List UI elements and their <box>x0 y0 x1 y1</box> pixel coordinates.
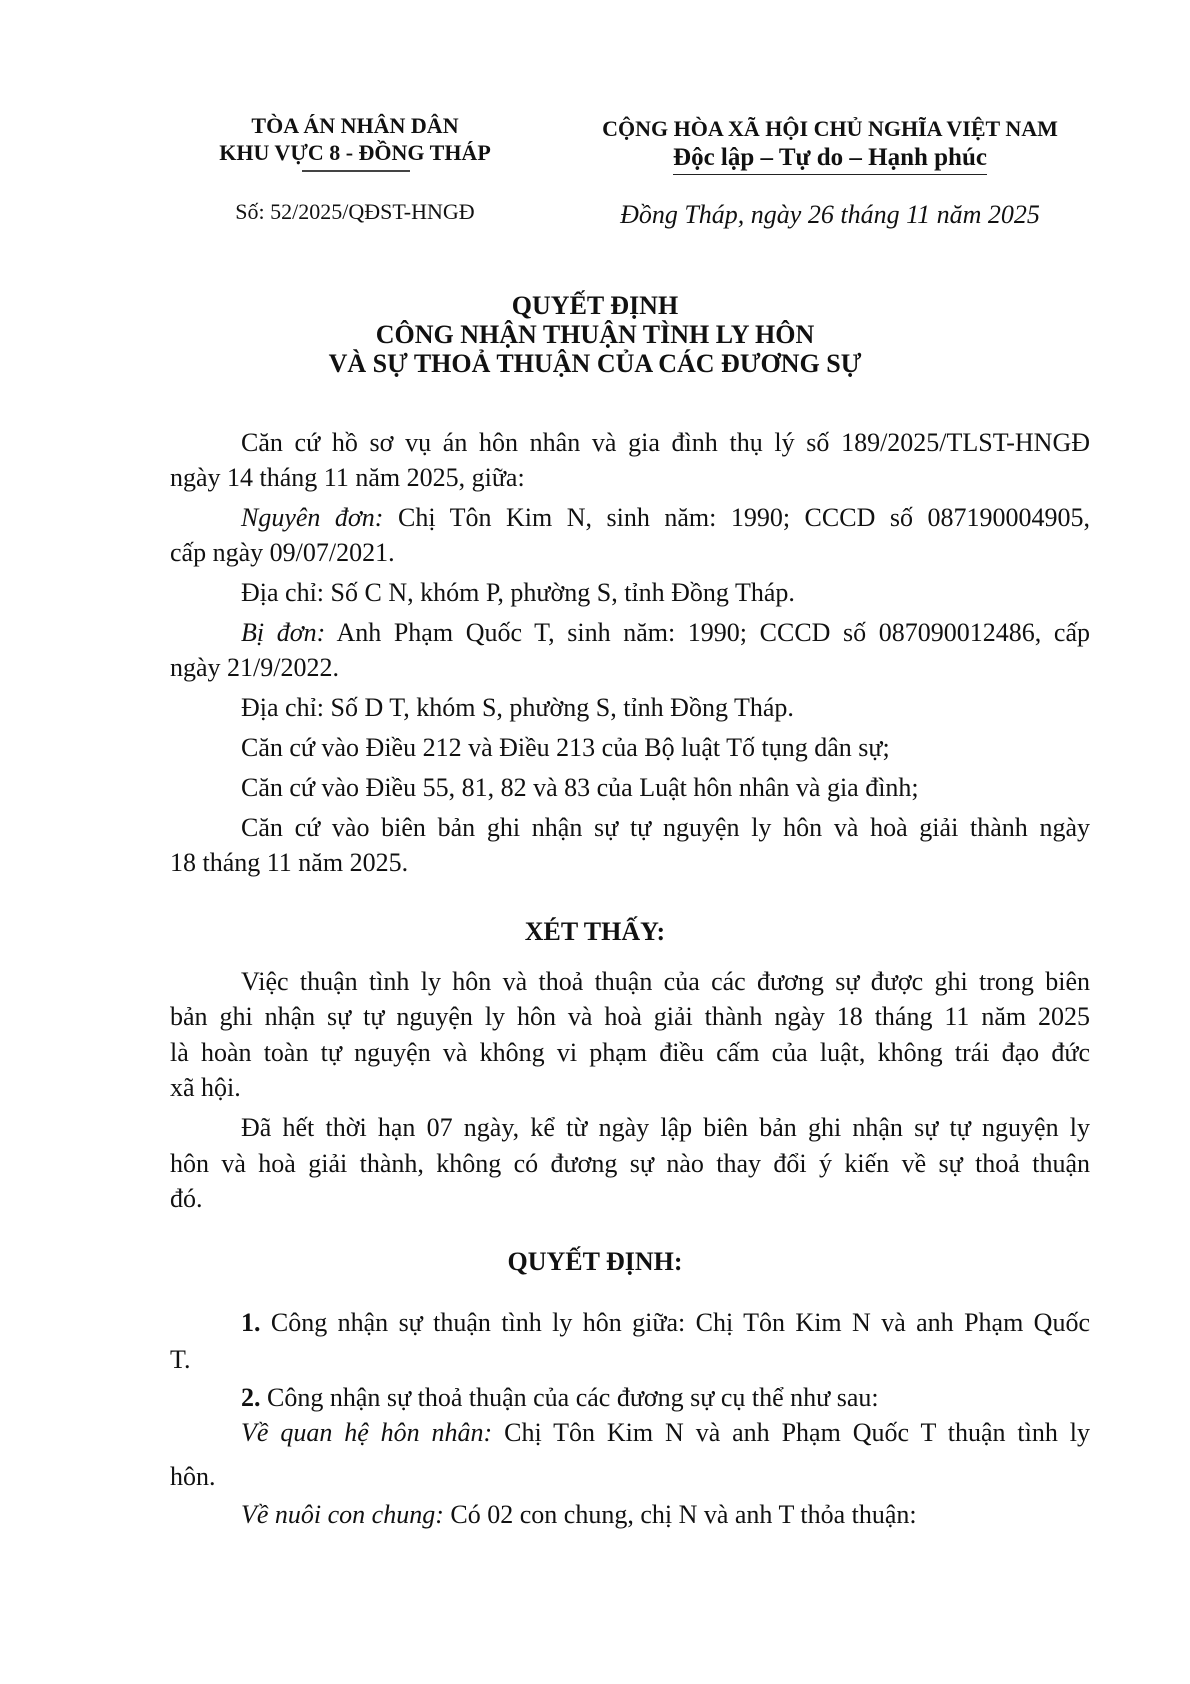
findings-p2-line2: hôn và hoà giải thành, không có đương sự nào thay đổi ý kiến về sự thoả thuận <box>170 1149 1090 1178</box>
defendant-label: Bị đơn: <box>241 618 326 647</box>
basis-case-line1: Căn cứ hồ sơ vụ án hôn nhân và gia đình thụ lý số 189/2025/TLST-HNGĐ <box>241 428 1090 457</box>
record-basis-line1: Căn cứ vào biên bản ghi nhận sự tự nguyện ly hôn và hoà giải thành ngày <box>241 813 1090 842</box>
defendant-line2: ngày 21/9/2022. <box>170 653 339 682</box>
decision-item-1-line1 <box>241 1308 1090 1338</box>
children-line <box>241 1500 1090 1530</box>
document-title: QUYẾT ĐỊNH <box>511 291 679 320</box>
plaintiff-line2: cấp ngày 09/07/2021. <box>170 538 395 567</box>
marriage-label: Về quan hệ hôn nhân: <box>241 1418 493 1447</box>
findings-heading: XÉT THẤY: <box>524 917 666 946</box>
decision-item-1-line2: T. <box>170 1345 191 1374</box>
plaintiff-label: Nguyên đơn: <box>241 503 384 532</box>
document-subtitle-2: VÀ SỰ THOẢ THUẬN CỦA CÁC ĐƯƠNG SỰ <box>328 349 862 378</box>
court-region: KHU VỰC 8 - ĐỒNG THÁP <box>219 140 491 165</box>
findings-p1-line1: Việc thuận tình ly hôn và thoả thuận của các đương sự được ghi trong biên <box>241 967 1090 996</box>
findings-p1-line4: xã hội. <box>170 1073 241 1102</box>
marriage-text: Chị Tôn Kim N và anh Phạm Quốc T thuận tình ly <box>492 1418 1090 1447</box>
basis-case-line2: ngày 14 tháng 11 năm 2025, giữa: <box>170 463 525 492</box>
legal-basis-2: Căn cứ vào Điều 55, 81, 82 và 83 của Luật hôn nhân và gia đình; <box>241 773 919 802</box>
marriage-line2: hôn. <box>170 1462 216 1491</box>
issue-date: Đồng Tháp, ngày 26 tháng 11 năm 2025 <box>620 200 1040 229</box>
national-header <box>560 115 1100 175</box>
findings-p1-line2: bản ghi nhận sự tự nguyện ly hôn và hoà giải thành ngày 18 tháng 11 năm 2025 <box>170 1002 1090 1031</box>
court-name: TÒA ÁN NHÂN DÂN <box>251 113 459 138</box>
plaintiff-address: Địa chỉ: Số C N, khóm P, phường S, tỉnh Đồng Tháp. <box>241 578 795 607</box>
findings-p1-line3: là hoàn toàn tự nguyện và không vi phạm điều cấm của luật, không trái đạo đức <box>170 1038 1090 1067</box>
defendant-line1 <box>241 618 1090 648</box>
national-title: CỘNG HÒA XÃ HỘI CHỦ NGHĨA VIỆT NAM <box>602 116 1058 141</box>
record-basis-line2: 18 tháng 11 năm 2025. <box>170 848 409 877</box>
findings-p2-line1: Đã hết thời hạn 07 ngày, kể từ ngày lập biên bản ghi nhận sự tự nguyện ly <box>241 1113 1090 1142</box>
children-label: Về nuôi con chung: <box>241 1500 444 1529</box>
children-text: Có 02 con chung, chị N và anh T thỏa thuận: <box>443 1500 917 1529</box>
plaintiff-info: Chị Tôn Kim N, sinh năm: 1990; CCCD số 087190004905, <box>383 503 1090 532</box>
decision-number: Số: 52/2025/QĐST-HNGĐ <box>235 199 475 224</box>
findings-p2-line3: đó. <box>170 1184 203 1213</box>
plaintiff-line1 <box>241 503 1090 533</box>
legal-basis-1: Căn cứ vào Điều 212 và Điều 213 của Bộ luật Tố tụng dân sự; <box>241 733 890 762</box>
court-header-underline <box>302 170 410 172</box>
decision-heading: QUYẾT ĐỊNH: <box>507 1247 683 1276</box>
decision-item-2-number: 2. <box>241 1383 261 1412</box>
national-motto: Độc lập – Tự do – Hạnh phúc <box>673 144 987 175</box>
decision-item-2-text: Công nhận sự thoả thuận của các đương sự cụ thể như sau: <box>260 1383 879 1412</box>
court-header <box>170 112 540 166</box>
document-subtitle-1: CÔNG NHẬN THUẬN TÌNH LY HÔN <box>375 320 815 349</box>
defendant-info: Anh Phạm Quốc T, sinh năm: 1990; CCCD số 087090012486, cấp <box>325 618 1091 647</box>
decision-item-2 <box>241 1383 1090 1413</box>
decision-item-1-number: 1. <box>241 1308 261 1337</box>
marriage-line1 <box>241 1418 1090 1448</box>
decision-item-1-text: Công nhận sự thuận tình ly hôn giữa: Chị Tôn Kim N và anh Phạm Quốc <box>260 1308 1090 1337</box>
defendant-address: Địa chỉ: Số D T, khóm S, phường S, tỉnh Đồng Tháp. <box>241 693 794 722</box>
